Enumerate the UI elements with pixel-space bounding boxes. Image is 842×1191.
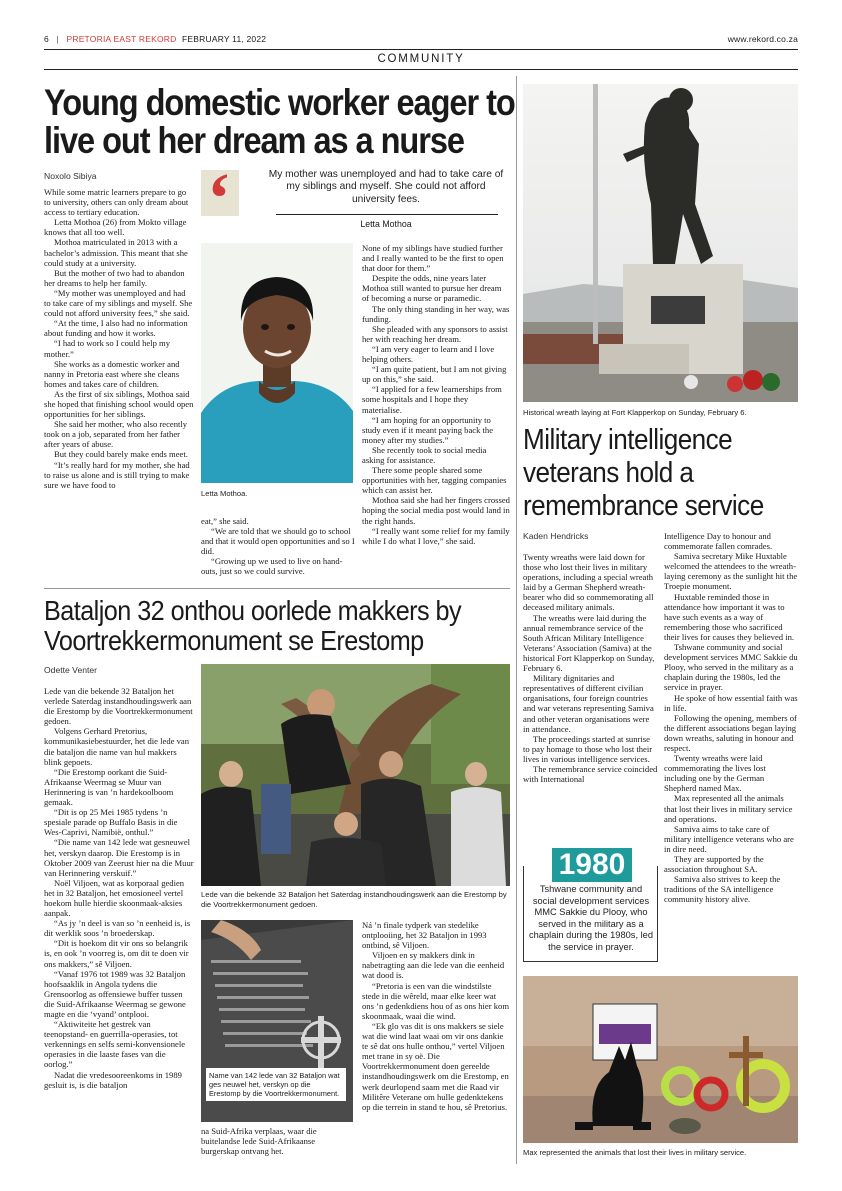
paragraph: Volgens Gerhard Pretorius, kommunikasiebestuurder, het die lede van die bataljon die name van hul makkers blink gepoets. bbox=[44, 726, 189, 767]
issue-date: FEBRUARY 11, 2022 bbox=[182, 34, 267, 44]
paragraph: “We are told that we should go to school and that it would open opportunities and so I did. bbox=[201, 526, 355, 557]
paragraph: She works as a domestic worker and nanny in Pretoria east where she cleans homes and takes care of children. bbox=[44, 358, 180, 389]
paragraph: As the first of six siblings, Mothoa said she hoped that finishing school would open opportunities for her siblings. bbox=[44, 388, 194, 420]
story2-photo1-caption: Lede van die bekende 32 Bataljon het Saterdag instandhoudingswerk aan die Erestomp by die Voortrekkermonument gedoen. bbox=[201, 890, 507, 909]
paragraph: She said her mother, who also recently took on a job, separated from her father after years of abuse. bbox=[44, 419, 188, 450]
paragraph: Ná ’n finale tydperk van stedelike ontplooiing, het 32 Bataljon in 1993 ontbind, sê Viljoen. bbox=[362, 920, 487, 951]
story2-headline bbox=[44, 596, 461, 656]
paragraph: Huxtable reminded those in attendance how important it was to have such events as a way of remembering those who sacrificed their lives for causes they believed in. bbox=[664, 591, 795, 642]
story2-headline-line2: Voortrekkermonument se Erestomp bbox=[44, 625, 424, 656]
quote-mark-icon: ‘ bbox=[207, 158, 231, 238]
paragraph: “I had to work so I could help my mother.” bbox=[44, 338, 170, 359]
paragraph: She pleaded with any sponsors to assist her with reaching her dream. bbox=[362, 323, 508, 344]
factbox-year: 1980 bbox=[552, 848, 632, 882]
paragraph: Samiva secretary Mike Huxtable welcomed the attendees to the wreath-laying ceremony as the sunlight hit the Troepie monument. bbox=[664, 551, 798, 592]
story3-byline: Kaden Hendricks bbox=[523, 531, 589, 541]
paragraph: Following the opening, members of the different associations began laying down wreaths, saluting in honour and respect. bbox=[664, 712, 797, 753]
paragraph: The only thing standing in her way, was funding. bbox=[362, 303, 510, 324]
story1-headline bbox=[44, 84, 515, 160]
page-header-left bbox=[44, 34, 266, 44]
paragraph: Nadat die vredesooreenkoms in 1989 gesluit is, is die bataljon bbox=[44, 1069, 182, 1090]
paragraph: But they could barely make ends meet. bbox=[54, 449, 188, 460]
paragraph: “I am very eager to learn and I love helping others. bbox=[362, 343, 495, 365]
paragraph: They are supported by the association throughout SA. bbox=[664, 854, 764, 875]
paragraph: “I applied for a few learnerships from some hospitals and I hope they materialise. bbox=[362, 384, 502, 415]
paragraph: None of my siblings have studied further and I really wanted to be the first to open that door for them.” bbox=[362, 243, 504, 274]
paragraph: Despite the odds, nine years later Mothoa still wanted to pursue her dream of becoming a nurse or paramedic. bbox=[362, 273, 502, 304]
paragraph: The proceedings started at sunrise to pay homage to those who lost their lives in various intelligence services. bbox=[523, 733, 653, 764]
paragraph: Max represented all the animals that lost their lives in military service and operations. bbox=[664, 793, 793, 824]
story1-headline-line1: Young domestic worker eager to bbox=[44, 82, 515, 123]
paragraph: “It’s really hard for my mother, she had to raise us alone and is still trying to make sure we have food to bbox=[44, 459, 190, 490]
plaque-caption-box bbox=[206, 1068, 346, 1101]
story3-column-2 bbox=[664, 531, 798, 904]
paragraph: He spoke of how essential faith was in life. bbox=[664, 692, 798, 713]
story1-headline-line2: live out her dream as a nurse bbox=[44, 120, 464, 161]
paragraph: “Growing up we used to live on hand-outs, just so we could survive. bbox=[201, 556, 343, 577]
paragraph: Letta Mothoa (26) from Mokto village knows that all too well. bbox=[44, 217, 187, 238]
paragraph: “Pretoria is een van die windstilste stede in die wêreld, maar elke keer wat ons ’n gedenkdiens hou of as ons hier kom skoonmaak, waai die wind. bbox=[362, 980, 510, 1021]
quote-mark-box bbox=[201, 158, 239, 238]
story-divider bbox=[44, 588, 510, 589]
story3-headline bbox=[523, 424, 764, 523]
letta-mothoa-photo bbox=[201, 243, 353, 483]
story1-column-3 bbox=[362, 243, 510, 546]
paragraph: “Die name van 142 lede wat gesneuwel het, verskyn daarop. Die Erestomp is in Oktober 2009 van Zeerust hier na die Muur van Herinnering verskuif.” bbox=[44, 837, 194, 878]
paragraph: “Die Erestomp oorkant die Suid-Afrikaanse Weermag se Muur van Herinnering is van ’n hardekoolboom gemaak. bbox=[44, 766, 174, 808]
story2-headline-line1: Bataljon 32 onthou oorlede makkers by bbox=[44, 595, 462, 626]
paragraph: The wreaths were laid during the annual remembrance service of the South African Military Intelligence Veterans’ Association (Samiva) at the historical Fort Klapperkop on Sunday, February 6. bbox=[523, 612, 655, 674]
paragraph: The remembrance service coincided with International bbox=[523, 763, 658, 785]
paragraph: Mothoa said she had her fingers crossed hoping the social media post would land in the right hands. bbox=[362, 495, 510, 526]
story2-byline: Odette Venter bbox=[44, 665, 98, 675]
story3-photo-caption: Historical wreath laying at Fort Klapperkop on Sunday, February 6. bbox=[523, 408, 747, 417]
paragraph: “Aktiwiteite het gestrek van teenopstand- en guerrilla-operasies, tot verkennings en selfs semi-konvensionele operasies in die laaste fases van die oorlog.” bbox=[44, 1019, 186, 1070]
paragraph: “Vanaf 1976 tot 1989 was 32 Bataljon hoofsaaklik in Angola tydens die Grensoorlog as offensiewe buffer tussen die Suid-Afrikaanse Weermag se gewone magte en die ‘vyand’ ontplooi. bbox=[44, 968, 186, 1019]
paragraph: Twenty wreaths were laid down for those who lost their lives in military operations, including a special wreath laid by a German Shepherd wreath-bearer who did so commemorating all deceased military animals. bbox=[523, 552, 654, 613]
erestomp-maintenance-photo bbox=[201, 664, 510, 886]
paragraph: But the mother of two had to abandon her dreams to help her family. bbox=[44, 267, 185, 288]
paragraph: “Ek glo vas dit is ons makkers se siele wat die wind laat waai om vir ons dankie te sê dat ons hulle onthou,” vertel Viljoen met trane in sy oë. Die Voortrekkermonument doen gereelde instandhoudingswerk om die Erestomp, en werk deurlopend saam met die Raad vir Militêre Veterane om hulle gedenktekens op die terrein in stand te hou, sê Pretorius. bbox=[362, 1020, 509, 1112]
story2-column-1 bbox=[44, 686, 194, 1090]
section-title: COMMUNITY bbox=[377, 53, 465, 65]
story3-headline-line2: veterans hold a bbox=[523, 457, 694, 489]
paragraph: While some matric learners prepare to go to university, others can only dream about access to tertiary education. bbox=[44, 187, 189, 218]
story2-column-3 bbox=[362, 920, 510, 1112]
story1-photo-caption: Letta Mothoa. bbox=[201, 489, 248, 498]
paragraph: Twenty wreaths were laid commemorating the lives lost including one by the German Shepherd named Max. bbox=[664, 753, 766, 794]
pullquote-text: My mother was unemployed and had to take care of my siblings and myself. She could not afford university fees. bbox=[268, 169, 504, 205]
paragraph: There some people shared some opportunities with her, tagging companies which can assist her. bbox=[362, 465, 507, 496]
paragraph: Noël Viljoen, wat as korporaal gedien het in 32 Bataljon, het emosioneel vertel hoekom hulle hierdie skoonmaak-aksies aanpak. bbox=[44, 877, 185, 919]
paragraph: “Dit is op 25 Mei 1985 tydens ’n spesiale parade op Buffalo Basis in die Wes-Caprivi, Namibië, onthul.” bbox=[44, 807, 178, 838]
paragraph: Samiva aims to take care of military intelligence veterans who are in dire need. bbox=[664, 823, 794, 854]
paragraph: Military dignitaries and representatives of different civilian organisations, four foreign countries and war veterans representing Samiva and other veteran organisations were in attendance. bbox=[523, 673, 654, 734]
paragraph: Lede van die bekende 32 Bataljon het verlede Saterdag instandhoudingswerk aan die Erestomp by die Voortrekkermonument gedoen. bbox=[44, 686, 193, 727]
paragraph: “Dit is hoekom dit vir ons so belangrik is, en ook ’n voorreg is, om dit te doen vir ons makkers,” sê Viljoen. bbox=[44, 938, 189, 969]
factbox-text: Tshwane community and social development services MMC Sakkie du Plooy, who served in the military as a chaplain during the 1980s, led the service in prayer. bbox=[528, 884, 654, 952]
story3-column-1 bbox=[523, 552, 658, 784]
publication-name: PRETORIA EAST REKORD bbox=[66, 34, 177, 44]
story1-column-1 bbox=[44, 187, 194, 490]
max-dog-wreath-photo bbox=[523, 976, 798, 1143]
section-rule bbox=[44, 69, 798, 70]
paragraph: eat,” she said. bbox=[201, 516, 249, 526]
fort-klapperkop-monument-photo bbox=[523, 84, 798, 402]
paragraph: “My mother was unemployed and had to take care of my siblings and myself. She could not afford university fees,” she said. bbox=[44, 287, 193, 319]
story1-byline: Noxolo Sibiya bbox=[44, 171, 97, 181]
paragraph: Mothoa matriculated in 2013 with a bachelor’s admission. This meant that she could study at a university. bbox=[44, 237, 188, 268]
story3-bottom-caption: Max represented the animals that lost their lives in military service. bbox=[523, 1148, 747, 1157]
paragraph: “I am quite patient, but I am not giving up on this,” she said. bbox=[362, 364, 507, 385]
story1-column-2 bbox=[201, 516, 356, 577]
header-separator: | bbox=[56, 34, 59, 44]
paragraph: “At the time, I also had no information about funding and how it works. bbox=[44, 318, 188, 339]
page-number: 6 bbox=[44, 34, 49, 44]
paragraph: na Suid-Afrika verplaas, waar die buitelandse lede Suid-Afrikaanse burgerskap ontvang het. bbox=[201, 1126, 317, 1157]
paragraph: Samiva also strives to keep the traditions of the SA intelligence community history alive. bbox=[664, 874, 781, 905]
paragraph: She recently took to social media asking for assistance. bbox=[362, 444, 487, 465]
paragraph: “I really want some relief for my family while I do what I love,” she said. bbox=[362, 525, 510, 546]
story3-headline-line3: remembrance service bbox=[523, 490, 764, 522]
story2-photo2-caption: Name van 142 lede van 32 Bataljon wat ges neuwel het, verskyn op die Erestomp by die Voortrekkermonument. bbox=[209, 1071, 340, 1098]
paragraph: “I am hoping for an opportunity to study even if it meant paying back the money after my studies.” bbox=[362, 414, 494, 445]
column-divider bbox=[516, 76, 517, 1164]
paragraph: “As jy ’n deel is van so ’n eenheid is, is dit werklik soos ’n broederskap. bbox=[44, 918, 191, 939]
website-url[interactable]: www.rekord.co.za bbox=[727, 34, 798, 44]
paragraph: Intelligence Day to honour and commemorate fallen comrades. bbox=[664, 531, 773, 552]
header-rule bbox=[44, 49, 798, 50]
paragraph: Tshwane community and social development services MMC Sakkie du Plooy, who served in the military as a chaplain during the 1980s, led the service in prayer. bbox=[664, 642, 798, 693]
pullquote-attribution: Letta Mothoa bbox=[360, 219, 412, 229]
story2-column-2 bbox=[201, 1126, 353, 1156]
paragraph: Viljoen en sy makkers dink in nabetragting aan die lede van die eenheid wat dood is. bbox=[362, 950, 505, 981]
pullquote-rule bbox=[276, 214, 498, 215]
story3-headline-line1: Military intelligence bbox=[523, 424, 733, 456]
